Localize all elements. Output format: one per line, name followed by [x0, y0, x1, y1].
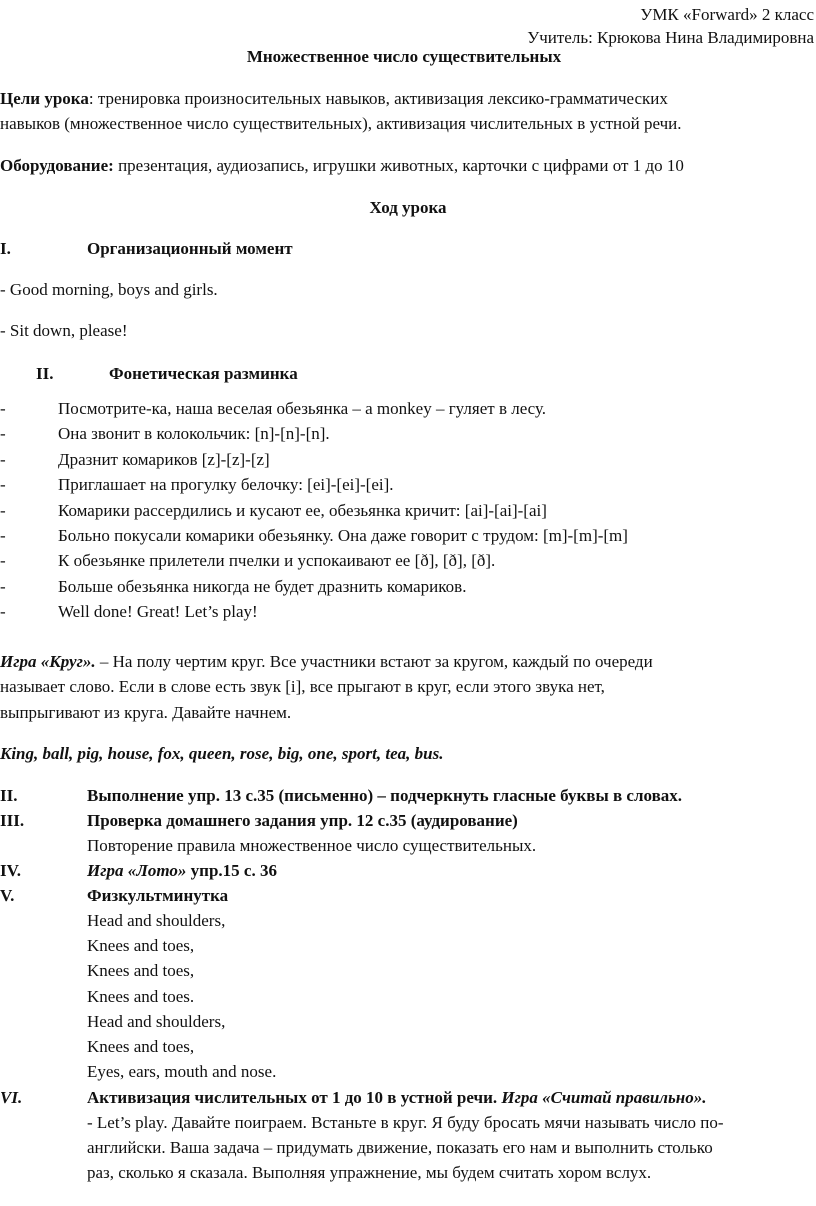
- phonetic-list: [0, 396, 810, 625]
- list-item-text: Больше обезьянка никогда не будет дразнить комариков.: [58, 576, 467, 596]
- list-item: [0, 447, 810, 472]
- poem-line: Head and shoulders,: [87, 911, 226, 930]
- section-6-line-3: раз, сколько я сказала. Выполняя упражнение, мы будем считать хором вслух.: [87, 1163, 652, 1182]
- dash-marker: -: [0, 424, 6, 444]
- step-3-text: Проверка домашнего задания упр. 12 с.35 (аудирование): [87, 811, 518, 830]
- section-6-title-text: Активизация числительных от 1 до 10 в устной речи.: [87, 1088, 498, 1107]
- list-item-text: Приглашает на прогулку белочку: [ei]-[ei]-[ei].: [58, 475, 394, 495]
- section-6-line-1: - Let’s play. Давайте поиграем. Встаньте в круг. Я буду бросать мячи называть число по-: [87, 1113, 724, 1132]
- dash-marker: -: [0, 576, 6, 596]
- dash-marker: -: [0, 475, 6, 495]
- list-item: [0, 599, 810, 624]
- list-item: [0, 421, 810, 446]
- game-circle-line-1: [0, 649, 810, 675]
- greeting-line-1: - Good morning, boys and girls.: [0, 280, 218, 299]
- lesson-heading: Ход урока: [369, 198, 447, 217]
- list-item-text: Комарики рассердились и кусают ее, обезьянка кричит: [ai]-[ai]-[ai]: [58, 500, 547, 520]
- step-5-number: V.: [0, 886, 15, 905]
- game-word-list: King, ball, pig, house, fox, queen, rose, big, one, sport, tea, bus.: [0, 744, 444, 763]
- dash-marker: -: [0, 602, 6, 622]
- list-item-text: К обезьянке прилетели пчелки и успокаивают ее [ð], [ð], [ð].: [58, 551, 496, 571]
- list-item: [0, 472, 810, 497]
- goals-label: Цели урока: [0, 89, 89, 108]
- course-header: УМК «Forward» 2 класс: [640, 5, 814, 24]
- greeting-line-2: - Sit down, please!: [0, 321, 128, 340]
- list-item: [0, 548, 810, 573]
- step-3-note: Повторение правила множественное число существительных.: [87, 836, 537, 855]
- section-6-title: [87, 1085, 707, 1111]
- poem-line: Eyes, ears, mouth and nose.: [87, 1062, 277, 1081]
- goals-line-2: навыков (множественное число существительных), активизация числительных в устной речи.: [0, 114, 682, 133]
- equipment-label: Оборудование:: [0, 156, 114, 175]
- game-circle-line-2: называет слово. Если в слове есть звук [i], все прыгают в круг, если этого звука нет,: [0, 677, 605, 696]
- list-item-text: Посмотрите-ка, наша веселая обезьянка – a monkey – гуляет в лесу.: [58, 399, 547, 418]
- poem-line: Head and shoulders,: [87, 1012, 226, 1031]
- dash-marker: -: [0, 551, 6, 571]
- poem-line: Knees and toes,: [87, 1037, 195, 1056]
- list-item-text: Дразнит комариков [z]-[z]-[z]: [58, 449, 270, 469]
- game-circle-label: Игра «Круг».: [0, 652, 96, 671]
- equipment-text: презентация, аудиозапись, игрушки животных, карточки с цифрами от 1 до 10: [113, 156, 684, 175]
- list-item: [0, 523, 810, 548]
- list-item-text: Больно покусали комарики обезьянку. Она даже говорит с трудом: [m]-[m]-[m]: [58, 525, 628, 545]
- goals-text-1: : тренировка произносительных навыков, активизация лексико-грамматических: [88, 89, 668, 108]
- step-4-exercise: упр.15 с. 36: [186, 861, 277, 880]
- equipment-line: [0, 153, 810, 179]
- section-1-title: Организационный момент: [87, 239, 293, 258]
- section-6-game: Игра «Считай правильно».: [497, 1088, 707, 1107]
- step-4-game: Игра «Лото»: [87, 861, 187, 880]
- dash-marker: -: [0, 399, 6, 418]
- game-circle-text-1: – На полу чертим круг. Все участники встают за кругом, каждый по очереди: [95, 652, 653, 671]
- step-2-text: Выполнение упр. 13 с.35 (письменно) – подчеркнуть гласные буквы в словах.: [87, 786, 682, 805]
- section-1-number: I.: [0, 239, 11, 258]
- section-6-line-2: английски. Ваша задача – придумать движение, показать его нам и выполнить столько: [87, 1138, 713, 1157]
- section-2-title: Фонетическая разминка: [109, 364, 298, 383]
- step-5-text: Физкультминутка: [87, 886, 229, 905]
- section-2-number: II.: [36, 364, 54, 383]
- goals-line-1: [0, 86, 810, 112]
- list-item: [0, 574, 810, 599]
- poem-line: Knees and toes.: [87, 987, 195, 1006]
- step-4-number: IV.: [0, 861, 21, 880]
- dash-marker: -: [0, 449, 6, 469]
- poem-line: Knees and toes,: [87, 936, 195, 955]
- list-item: [0, 396, 810, 421]
- document-title: Множественное число существительных: [246, 47, 562, 66]
- step-4-text: [87, 858, 277, 884]
- game-circle-line-3: выпрыгивают из круга. Давайте начнем.: [0, 703, 292, 722]
- dash-marker: -: [0, 525, 6, 545]
- step-2-number: II.: [0, 786, 18, 805]
- step-3-number: III.: [0, 811, 25, 830]
- list-item-text: Well done! Great! Let’s play!: [58, 602, 258, 622]
- section-6-number: VI.: [0, 1088, 23, 1107]
- poem-line: Knees and toes,: [87, 961, 195, 980]
- list-item-text: Она звонит в колокольчик: [n]-[n]-[n].: [58, 424, 330, 444]
- list-item: [0, 498, 810, 523]
- dash-marker: -: [0, 500, 6, 520]
- teacher-header: Учитель: Крюкова Нина Владимировна: [527, 28, 814, 47]
